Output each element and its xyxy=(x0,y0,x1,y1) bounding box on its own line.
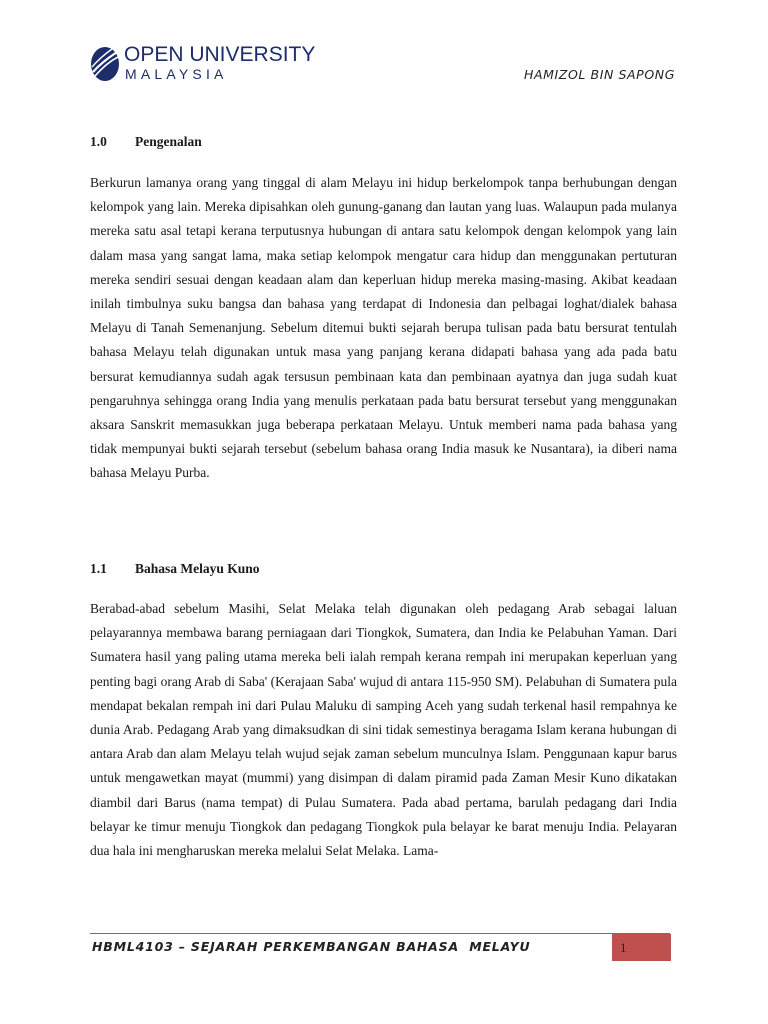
oum-globe-icon xyxy=(90,46,120,82)
section-heading-pengenalan xyxy=(90,134,202,150)
section-number: 1.0 xyxy=(90,134,107,149)
footer-divider xyxy=(90,933,670,934)
page-number: 1 xyxy=(612,934,671,961)
section-paragraph: Berkurun lamanya orang yang tinggal di alam Melayu ini hidup berkelompok tanpa berhubungan dengan kelompok yang lain. Mereka dipisahkan oleh gunung-ganang dan lautan yang luas. Walaupun pada mulanya mereka satu asal tetapi kerana terputusnya hubungan di antara satu kelompok dengan kelompok yang lain dalam masa yang sangat lama, maka setiap kelompok mengatur cara hidup dan menggunakan pertuturan mereka sendiri sesuai dengan keadaan alam dan keperluan hidup mereka masing-masing. Akibat keadaan inilah timbulnya suku bangsa dan bahasa yang terdapat di Indonesia dan pelbagai loghat/dialek bahasa Melayu di Tanah Semenanjung. Sebelum ditemui bukti sejarah berupa tulisan pada batu bersurat tentulah bahasa Melayu telah digunakan untuk masa yang panjang kerana didapati bahasa yang ada pada batu bersurat kemudiannya sudah agak tersusun pembinaan kata dan pembinaan ayatnya dan juga sudah kuat pengaruhnya sehingga orang India yang menulis perkataan pada batu bersurat tersebut yang menggunakan aksara Sanskrit memasukkan juga beberapa perkataan Melayu. Untuk memberi nama pada bahasa yang tidak mempunyai bukti sejarah tersebut (sebelum bahasa orang India masuk ke Nusantara), ia diberi nama bahasa Melayu Purba. xyxy=(90,175,677,481)
logo-title: OPEN UNIVERSITY xyxy=(124,43,316,66)
university-logo xyxy=(90,43,316,86)
section-title: Pengenalan xyxy=(135,134,202,149)
logo-subtitle: MALAYSIA xyxy=(125,66,228,82)
section-number: 1.1 xyxy=(90,561,107,576)
section-title: Bahasa Melayu Kuno xyxy=(135,561,260,576)
author-name: HAMIZOL BIN SAPONG xyxy=(523,67,675,82)
section-heading-bahasa-melayu-kuno xyxy=(90,561,260,577)
section-paragraph: Berabad-abad sebelum Masihi, Selat Melaka telah digunakan oleh pedagang Arab sebagai laluan pelayarannya membawa barang perniagaan dari Tiongkok, Sumatera, dan India ke Pelabuhan Yaman. Dari Sumatera hasil yang paling utama mereka beli ialah rempah kerana rempah ini merupakan keperluan yang penting bagi orang Arab di Saba' (Kerajaan Saba' wujud di antara 115-950 SM). Pelabuhan di Sumatera pula mendapat bekalan rempah ini dari Pulau Maluku di samping Aceh yang sudah terkenal hasil rempahnya ke dunia Arab. Pedagang Arab yang dimaksudkan di sini tidak semestinya beragama Islam kerana hubungan di antara Arab dan alam Melayu telah wujud sejak zaman sebelum munculnya Islam. Penggunaan kapur barus untuk mengawetkan mayat (mummi) yang disimpan di dalam piramid pada Zaman Mesir Kuno dikatakan diambil dari Barus (nama tempat) di Pulau Sumatera. Pada abad pertama, barulah pedagang dari India belayar ke timur menuju Tiongkok dan pedagang Tiongkok pula belayar ke barat menuju India. Pelayaran dua hala ini mengharuskan mereka melalui Selat Melaka. Lama- xyxy=(90,601,677,859)
footer-course-title: HBML4103 – SEJARAH PERKEMBANGAN BAHASA MELAYU xyxy=(92,939,531,954)
